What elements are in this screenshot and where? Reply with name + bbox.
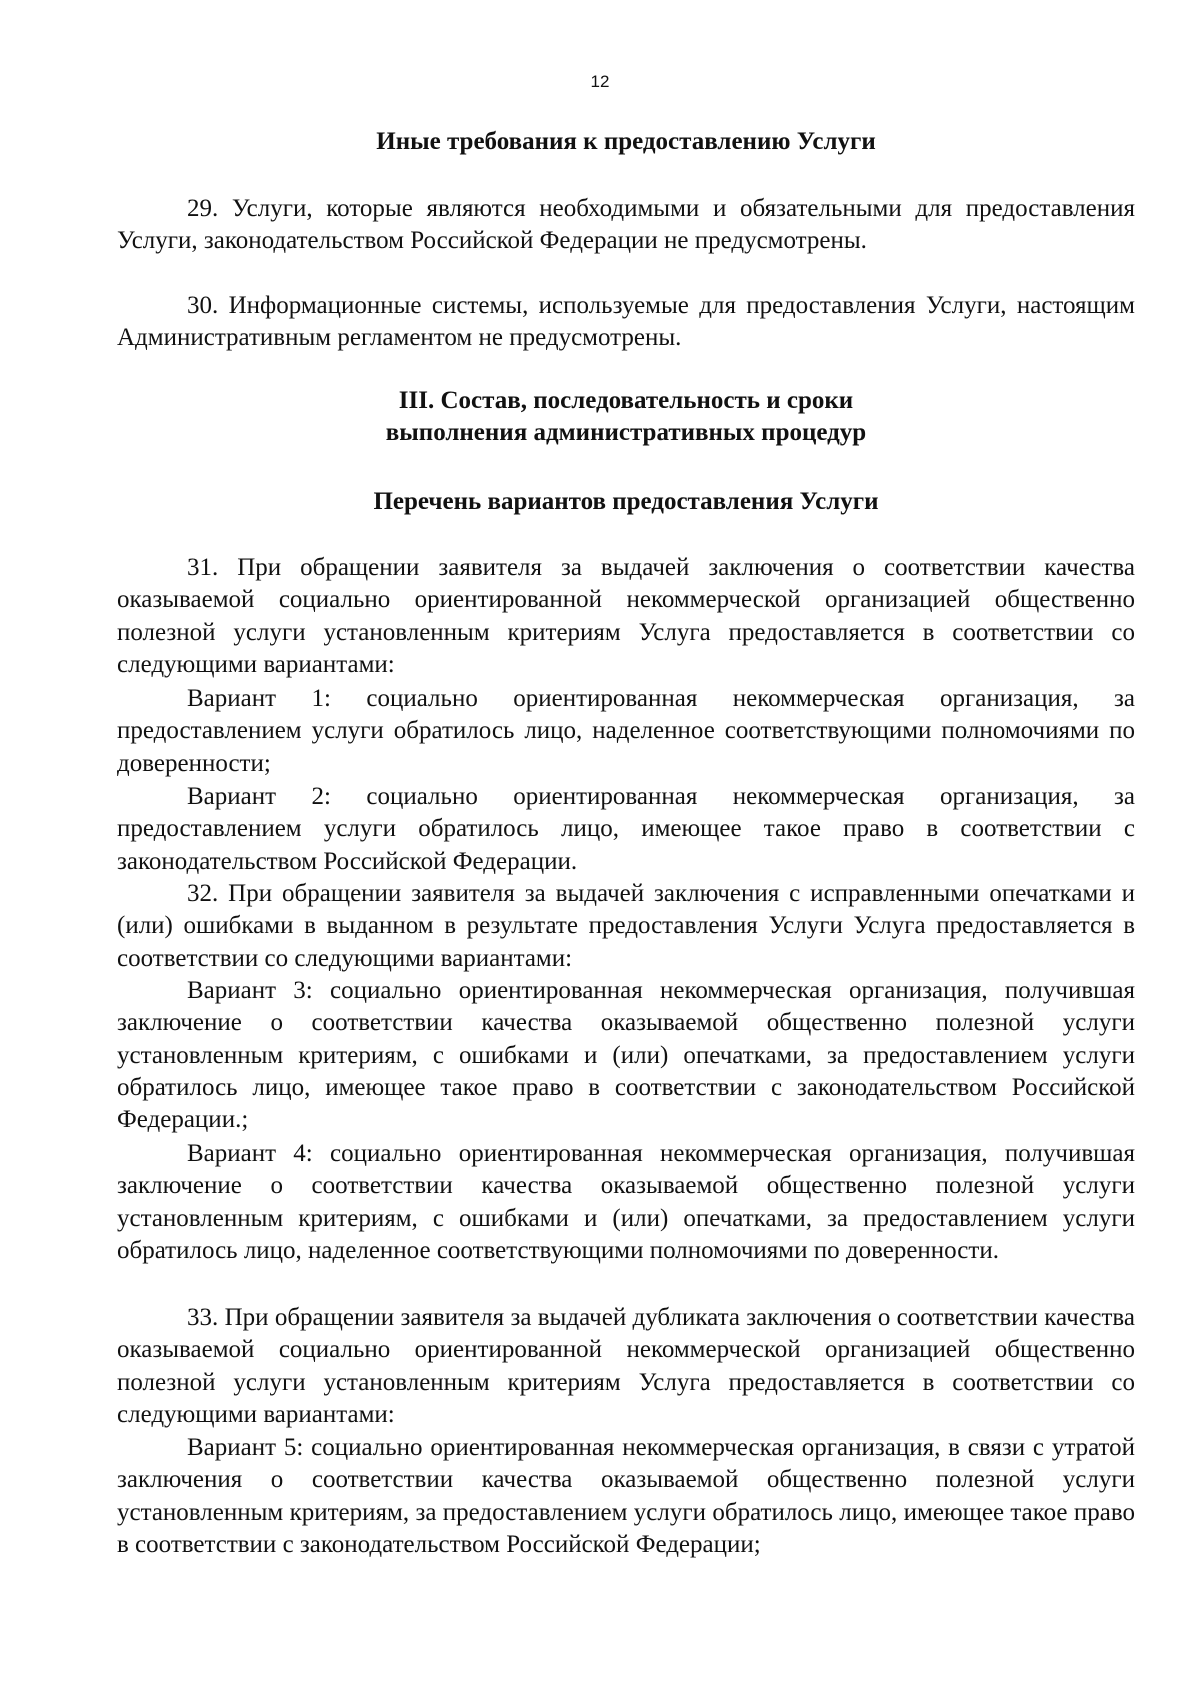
variant-4: Вариант 4: социально ориентированная некоммерческая организация, получившая заключение о соответствии качества оказываемой общественно полезной услуги установленным критериям, с ошибками и (или) опечатками, за предоставлением услуги обратилось лицо, наделенное соответствующими полномочиями по доверенности. (117, 1140, 1135, 1264)
paragraph-32: 32. При обращении заявителя за выдачей заключения с исправленными опечатками и (или) ошибками в выданном в результате предоставления Услуги Услуга предоставляется в соответствии со следующими вариантами: (117, 880, 1135, 972)
section-3-heading-line-1: III. Состав, последовательность и сроки (398, 387, 854, 414)
paragraph-29: 29. Услуги, которые являются необходимыми и обязательными для предоставления Услуги, законодательством Российской Федерации не предусмотрены. (117, 195, 1135, 255)
paragraph-30: 30. Информационные системы, используемые для предоставления Услуги, настоящим Административным регламентом не предусмотрены. (117, 292, 1135, 352)
variant-5: Вариант 5: социально ориентированная некоммерческая организация, в связи с утратой заключения о соответствии качества оказываемой общественно полезной услуги установленным критериям, за предоставлением услуги обратилось лицо, имеющее такое право в соответствии с законодательством Российской Федерации; (117, 1434, 1135, 1558)
variant-2: Вариант 2: социально ориентированная некоммерческая организация, за предоставлением услуги обратилось лицо, имеющее такое право в соответствии с законодательством Российской Федерации. (117, 783, 1135, 875)
page-number: 12 (590, 72, 610, 91)
other-requirements-heading: Иные требования к предоставлению Услуги (376, 128, 876, 155)
variants-list-heading: Перечень вариантов предоставления Услуги (373, 488, 879, 515)
variant-3: Вариант 3: социально ориентированная некоммерческая организация, получившая заключение о соответствии качества оказываемой общественно полезной услуги установленным критериям, с ошибками и (или) опечатками, за предоставлением услуги обратилось лицо, имеющее такое право в соответствии с законодательством Российской Федерации.; (117, 977, 1135, 1134)
paragraph-31: 31. При обращении заявителя за выдачей заключения о соответствии качества оказываемой социально ориентированной некоммерческой организацией общественно полезной услуги установленным критериям Услуга предоставляется в соответствии со следующими вариантами: (117, 554, 1135, 678)
paragraph-33: 33. При обращении заявителя за выдачей дубликата заключения о соответствии качества оказываемой социально ориентированной некоммерческой организацией общественно полезной услуги установленным критериям Услуга предоставляется в соответствии со следующими вариантами: (117, 1304, 1135, 1428)
section-3-heading (117, 385, 1135, 449)
section-3-heading-line-2: выполнения административных процедур (385, 419, 867, 446)
variant-1: Вариант 1: социально ориентированная некоммерческая организация, за предоставлением услуги обратилось лицо, наделенное соответствующими полномочиями по доверенности; (117, 685, 1135, 777)
